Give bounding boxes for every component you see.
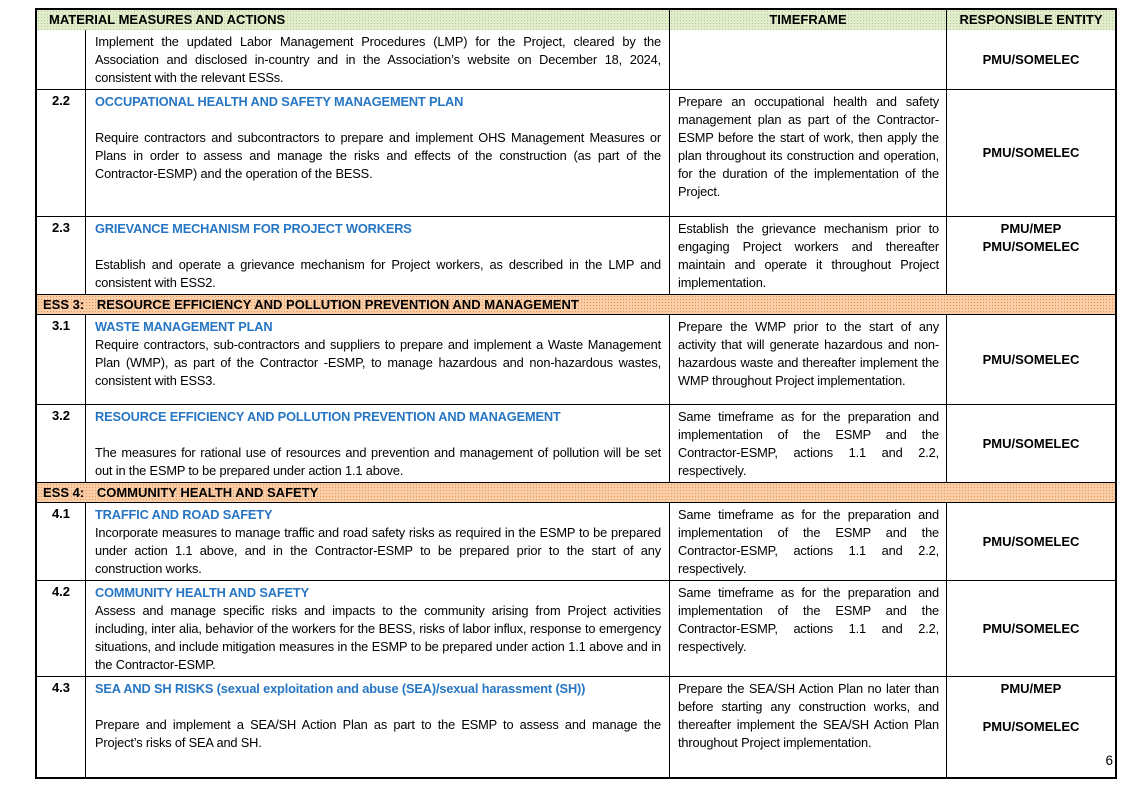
timeframe-cell	[669, 30, 946, 89]
action-body: Prepare and implement a SEA/SH Action Plan as part to the ESMP to assess and manage the Project’s risks of SEA and SH.	[95, 717, 661, 750]
responsible-entity: PMU/SOMELEC	[982, 435, 1080, 451]
action-body: The measures for rational use of resources and prevention and management of pollution will be set out in the ESMP to be prepared under action 1.1 above.	[95, 445, 661, 478]
responsible-entity: PMU/SOMELEC	[982, 719, 1080, 734]
action-number: 2.3	[51, 220, 71, 235]
action-cell	[85, 217, 669, 294]
timeframe-cell	[669, 581, 946, 676]
table-row	[37, 676, 1115, 777]
timeframe-text: Same timeframe as for the preparation and implementation of the ESMP and the Contractor-ESMP, actions 1.1 and 2.2, respectively.	[678, 507, 939, 576]
timeframe-text: Prepare the WMP prior to the start of any activity that will generate hazardous and non-hazardous waste and thereafter implement the WMP throughout Project implementation.	[678, 319, 939, 388]
responsible-entity: PMU/SOMELEC	[982, 533, 1080, 549]
timeframe-text: Establish the grievance mechanism prior to engaging Project workers and thereafter maintain and operate it throughout Project implementation.	[678, 221, 939, 290]
title-gap	[95, 111, 661, 129]
action-body: Require contractors, sub-contractors and suppliers to prepare and implement a Waste Management Plan (WMP), as part of the Contractor -ESMP, to manage hazardous and non-hazardous wastes, consistent with ESS3.	[95, 337, 661, 388]
table-row	[37, 580, 1115, 676]
responsible-entity: PMU/SOMELEC	[982, 239, 1080, 254]
timeframe-cell	[669, 90, 946, 216]
section-header-row	[37, 482, 1115, 502]
action-number: 3.1	[51, 318, 71, 333]
column-header-actions: MATERIAL MEASURES AND ACTIONS	[49, 12, 286, 27]
table-row	[37, 404, 1115, 482]
responsible-cell	[946, 405, 1115, 482]
table-row	[37, 89, 1115, 216]
responsible-entity: PMU/MEP	[1000, 221, 1062, 236]
action-cell	[85, 30, 669, 89]
timeframe-text: Same timeframe as for the preparation and implementation of the ESMP and the Contractor-ESMP, actions 1.1 and 2.2, respectively.	[678, 409, 939, 478]
timeframe-text: Prepare an occupational health and safety management plan as part of the Contractor-ESMP before the start of work, then apply the plan throughout its construction and operation, for the duration of the implementation of the Project.	[678, 94, 939, 199]
timeframe-cell	[669, 677, 946, 777]
action-number: 4.3	[51, 680, 71, 695]
responsible-entity: PMU/SOMELEC	[982, 351, 1080, 367]
page-number: 6	[1105, 753, 1113, 768]
section-prefix: ESS 3:	[43, 297, 85, 312]
responsible-cell	[946, 677, 1115, 777]
action-cell	[85, 90, 669, 216]
action-title: WASTE MANAGEMENT PLAN	[95, 319, 273, 334]
responsible-entity: PMU/SOMELEC	[982, 51, 1080, 67]
action-title: SEA AND SH RISKS (sexual exploitation and abuse (SEA)/sexual harassment (SH))	[95, 681, 586, 696]
timeframe-cell	[669, 217, 946, 294]
section-header-row	[37, 294, 1115, 314]
table-row	[37, 30, 1115, 89]
responsible-entity: PMU/SOMELEC	[982, 620, 1080, 636]
action-title: COMMUNITY HEALTH AND SAFETY	[95, 585, 309, 600]
title-gap	[95, 426, 661, 444]
table-body	[37, 30, 1115, 777]
action-title: GRIEVANCE MECHANISM FOR PROJECT WORKERS	[95, 221, 412, 236]
timeframe-text: Same timeframe as for the preparation and implementation of the ESMP and the Contractor-ESMP, actions 1.1 and 2.2, respectively.	[678, 585, 939, 654]
responsible-cell	[946, 217, 1115, 294]
action-number	[37, 30, 85, 89]
timeframe-text: Prepare the SEA/SH Action Plan no later than before starting any construction works, and thereafter implement the SEA/SH Action Plan throughout Project implementation.	[678, 681, 939, 750]
title-gap	[95, 698, 661, 716]
action-number: 4.1	[51, 506, 71, 521]
section-prefix: ESS 4:	[43, 485, 85, 500]
action-body: Assess and manage specific risks and impacts to the community arising from Project activities including, inter alia, behavior of the workers for the BESS, risks of labor influx, response to emergency situations, and include mitigation measures in the ESMP to be prepared under action 1.1 above and in the Contractor-ESMP.	[95, 603, 661, 672]
action-cell	[85, 677, 669, 777]
title-gap	[95, 238, 661, 256]
column-header-timeframe: TIMEFRAME	[669, 10, 946, 30]
action-title: TRAFFIC AND ROAD SAFETY	[95, 507, 273, 522]
section-label: RESOURCE EFFICIENCY AND POLLUTION PREVENTION AND MANAGEMENT	[96, 297, 579, 312]
column-header-responsible: RESPONSIBLE ENTITY	[946, 10, 1115, 30]
escp-table	[35, 8, 1117, 779]
action-cell	[85, 315, 669, 404]
responsible-entity: PMU/MEP	[1000, 681, 1062, 696]
timeframe-cell	[669, 315, 946, 404]
action-title: OCCUPATIONAL HEALTH AND SAFETY MANAGEMENT PLAN	[95, 94, 464, 109]
section-label: COMMUNITY HEALTH AND SAFETY	[96, 485, 319, 500]
table-row	[37, 502, 1115, 580]
action-body: Establish and operate a grievance mechanism for Project workers, as described in the LMP and consistent with ESS2.	[95, 257, 661, 290]
action-cell	[85, 503, 669, 580]
table-header-row	[37, 10, 1115, 30]
action-number: 2.2	[51, 93, 71, 108]
timeframe-cell	[669, 503, 946, 580]
action-cell	[85, 405, 669, 482]
action-title: RESOURCE EFFICIENCY AND POLLUTION PREVENTION AND MANAGEMENT	[95, 409, 561, 424]
action-number: 3.2	[51, 408, 71, 423]
timeframe-cell	[669, 405, 946, 482]
action-body: Require contractors and subcontractors to prepare and implement OHS Management Measures or Plans in order to assess and manage the risks and effects of the construction (as part of the Contractor-ESMP) and the operation of the BESS.	[95, 130, 661, 181]
responsible-cell	[946, 503, 1115, 580]
table-row	[37, 216, 1115, 294]
responsible-cell	[946, 30, 1115, 89]
responsible-cell	[946, 581, 1115, 676]
action-body: Incorporate measures to manage traffic and road safety risks as required in the ESMP to be prepared under action 1.1 above, and in the Contractor-ESMP to be prepared prior to the start of any construction works.	[95, 525, 661, 576]
responsible-cell	[946, 315, 1115, 404]
responsible-cell	[946, 90, 1115, 216]
action-number: 4.2	[51, 584, 71, 599]
action-body: Implement the updated Labor Management Procedures (LMP) for the Project, cleared by the Association and disclosed in-country and in the Association’s website on December 18, 2024, consistent with the relevant ESSs.	[95, 34, 661, 85]
action-cell	[85, 581, 669, 676]
responsible-entity: PMU/SOMELEC	[982, 145, 1080, 160]
table-row	[37, 314, 1115, 404]
